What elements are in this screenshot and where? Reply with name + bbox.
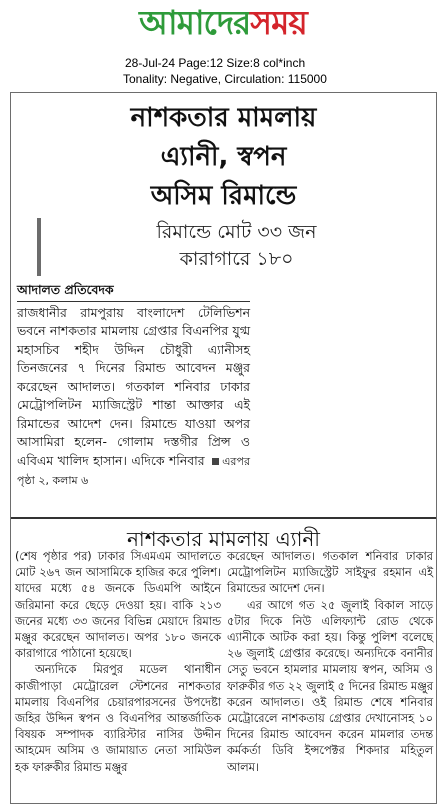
headline-line-1: নাশকতার মামলায়	[130, 103, 317, 133]
logo-part-2: সময়	[250, 3, 307, 42]
subhead-line-1: রিমান্ডে মোট ৩৩ জন	[156, 221, 317, 243]
clipping-meta	[125, 55, 445, 87]
paragraph: (শেষ পৃষ্ঠার পর) ঢাকার সিএমএম আদালতে মোট ২৬৭ জন আসামিকে হাজির করে পুলিশ। যাদের মধ্যে ৫৪ জনকে ডিএমপি আইনে জরিমানা করে ছেড়ে দেওয়া হয়। বাকি ২১৩ জনের মধ্যে ৩৩ জনের বিভিন্ন মেয়াদে রিমান্ড মঞ্জুর করেছেন আদালত। অপর ১৮০ জনকে কারাগারে পাঠানো হয়েছে।	[15, 550, 221, 661]
byline: আদালত প্রতিবেদক	[17, 281, 250, 302]
subheadline	[37, 218, 432, 276]
headline-line-2: এ্যানী, স্বপন	[160, 142, 287, 172]
continued-column-right	[227, 549, 433, 776]
article-clipping	[10, 92, 437, 804]
newspaper-logo	[139, 2, 307, 44]
jump-headline: নাশকতার মামলায় এ্যানী	[11, 517, 436, 553]
paragraph: এর আগে গত ২৫ জুলাই বিকাল সাড়ে ৫টার দিকে নিউ এলিফ্যান্ট রোড থেকে এ্যানীকে আটক করা হয়। কিন্তু পুলিশ বলেছে ২৬ জুলাই গ্রেপ্তার করেছে। অন্যদিকে বনানীর সেতু ভবনে হামলার মামলায় স্বপন, অসিম ও ফারুকীর গত ২২ জুলাই ৫ দিনের রিমান্ড মঞ্জুর করেন আদালত। ওই রিমান্ড শেষে শনিবার মেট্রোরেলে নাশকতায় গ্রেপ্তার দেখানোসহ ১০ দিনের রিমান্ড আবেদন করেন মামলার তদন্ত কর্মকর্তা ডিবি ইন্সপেক্টর শিকদার মহিতুল আলম।	[227, 598, 433, 774]
headline-block	[11, 99, 436, 216]
meta-date-page: 28-Jul-24 Page:12 Size:8 col*inch	[125, 56, 306, 70]
paragraph: করেছেন আদালত। গতকাল শনিবার ঢাকার মেট্রোপলিটন ম্যাজিস্ট্রেট সাইফুর রহমান এই রিমান্ডের আদেশ দেন।	[227, 550, 433, 596]
square-bullet-icon	[212, 458, 219, 465]
continuation-text: এরপর পৃষ্ঠা ২, কলাম ৬	[17, 454, 250, 487]
subhead-line-2: কারাগারে ১৮০	[179, 248, 294, 270]
meta-tonality: Tonality: Negative, Circulation: 115000	[123, 72, 327, 86]
continued-column-left	[15, 549, 221, 776]
paragraph: অন্যদিকে মিরপুর মডেল থানাধীন কাজীপাড়া মেট্রোরেল স্টেশনের নাশকতার মামলায় বিএনপির চেয়ারপারসনের উপদেষ্টা জহির উদ্দিন স্বপন ও বিএনপির আন্তর্জাতিক বিষয়ক সম্পাদক ব্যারিস্টার নাসির উদ্দীন আহমেদ অসিম ও জামায়াত নেতা সামিউল হক ফারুকীর রিমান্ড মঞ্জুর	[15, 663, 221, 774]
lead-column	[17, 281, 250, 491]
headline-line-3: অসিম রিমান্ডে	[150, 181, 297, 211]
lead-body-text: রাজধানীর রামপুরায় বাংলাদেশ টেলিভিশন ভবনে নাশকতার মামলায় গ্রেপ্তার বিএনপির যুগ্ম মহাসচিব শহীদ উদ্দিন চৌধুরী এ্যানীসহ তিনজনের ৭ দিনের রিমান্ড আবেদন মঞ্জুর করেছেন আদালত। গতকাল শনিবার ঢাকার মেট্রোপলিটন ম্যাজিস্ট্রেট শান্তা আক্তার এই রিমান্ডের আদেশ দেন। রিমান্ডে যাওয়া অপর আসামিরা হলেন- গোলাম দস্তগীর প্রিন্স ও এবিএম খালিদ হাসান। এদিকে শনিবার	[17, 304, 250, 468]
masthead	[0, 2, 446, 44]
logo-part-1: আমাদের	[139, 3, 251, 42]
